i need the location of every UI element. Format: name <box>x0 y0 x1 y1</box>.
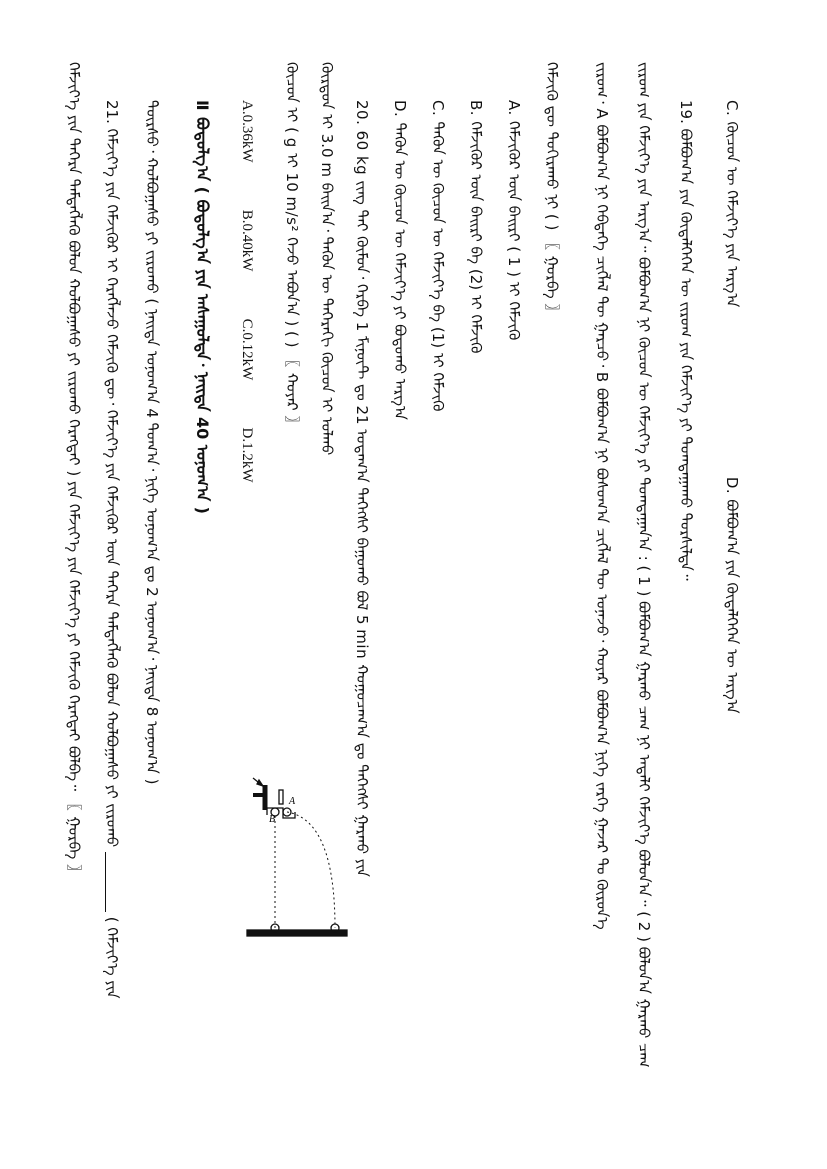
q19-line3-text: ᠵᠢᠷᠤᠭ᠂ A ᠪᠣᠮᠪᠣᠭ᠎ᠠ ᠨᠢ ᠬᠡᠪᠲᠡᠭᠡ ᠴᠢᠭᠯᠡᠯ ᠲᠦ ᠭᠠᠷᠴᠤ᠂ B ᠪᠣᠮᠪᠣᠭ᠎ᠠ ᠨᠢ ᠪᠣᠰᠤᠭ᠎ᠠ ᠴᠢᠭᠯᠡᠯ ᠲᠦ ᠤᠨᠠᠵᠤ᠂ ᠬᠣᠶᠠᠷ ᠪᠣᠮᠪᠣᠭ᠎ᠠ ᠨᠢᠭᠡ ᠵᠡᠷᠭᠡ ᠭᠠᠵᠠᠷ ᠲᠤ ᠬᠦᠷᠦᠨ᠎ᠡ <box>593 62 611 930</box>
q19-option-d[interactable]: D. ᠪᠣᠮᠪᠣᠭ᠎ᠠ ᠶᠢᠨ ᠬᠥᠳᠡᠯᠭᠡᠭᠡᠨ ᠦ ᠠᠷᠭ᠎ᠠ <box>723 476 741 714</box>
line-q20-1 <box>340 0 380 1169</box>
projectile-figure <box>245 760 355 960</box>
line-prev-c <box>416 0 456 1169</box>
q21-line1-tail: ( ᠬᠡᠮᠵᠢᠶ᠎ᠡ ᠶᠢᠨ <box>103 916 121 999</box>
prev-option-d[interactable]: D. ᠲᠡᠭᠦᠨ ᠦ ᠬᠦᠴᠦᠨ ᠦ ᠬᠡᠮᠵᠢᠶ᠎ᠡ ᠶᠢ ᠪᠣᠳᠣᠬᠤ ᠠᠷᠭ᠎ᠠ <box>391 100 409 420</box>
q20-option-c[interactable]: C.0.12kW <box>239 318 255 381</box>
line-q21-2 <box>130 0 170 1169</box>
line-prev-b <box>454 0 494 1169</box>
q19-line1-text: 19. ᠪᠣᠮᠪᠣᠭ᠎ᠠ ᠶᠢᠨ ᠬᠥᠳᠡᠯᠭᠡᠭᠡᠨ ᠦ ᠵᠢᠷᠤᠭ ᠶᠢᠨ ᠬᠡᠮᠵᠢᠶ᠎ᠡ ᠶᠢ ᠲᠣᠭᠲᠠᠭᠠᠬᠤ ᠲᠤᠷᠰᠢᠯᠲᠠ᠃ <box>677 100 695 581</box>
q21-tail-text: ᠬᠡᠮᠵᠢᠶ᠎ᠡ ᠶᠢᠨ ᠳᠡᠭᠡᠷᠡ ᠲᠡᠮᠳᠡᠭᠯᠡᠬᠦ ᠪᠣᠯᠣᠨ ᠬᠣᠯᠪᠣᠭᠠᠰᠤ ᠶᠢ ᠵᠢᠷᠤᠬᠤ ᠬᠡᠷᠡᠭᠲᠡᠢ ) ᠶᠢᠨ ᠬᠡᠮᠵᠢᠶ᠎ᠡ ᠶᠢᠨ ᠬᠡᠮᠵᠢᠶ᠎ᠡ ᠶᠢ ᠬᠡᠮᠵᠢᠬᠦ ᠬᠡᠷᠡᠭᠲᠡᠢ ᠪᠣᠯᠪᠠ᠃ 〖 ᠭᠣᠷᠪᠠ 〗 <box>65 62 83 880</box>
q19-option-c[interactable]: C. ᠬᠦᠴᠦᠨ ᠦ ᠬᠡᠮᠵᠢᠶ᠎ᠡ ᠶᠢᠨ ᠠᠷᠭ᠎ᠠ <box>723 100 741 308</box>
q20-option-a[interactable]: A.0.36kW <box>239 100 255 163</box>
line-q19-2 <box>622 0 662 1169</box>
line-q19-options <box>710 0 750 1169</box>
q21-line1-text: 21. ᠬᠡᠮᠵᠢᠶ᠎ᠡ ᠶᠢᠨ ᠬᠡᠮᠵᠢᠭᠦᠷ ᠢ ᠬᠡᠷᠡᠭᠯᠡᠵᠦ ᠬᠡᠮᠵᠢᠬᠦ ᠳᠦ᠂ ᠬᠡᠮᠵᠢᠶ᠎ᠡ ᠶᠢᠨ ᠬᠡᠮᠵᠢᠭᠦᠷ ᠦᠨ ᠳᠡᠭᠡᠷᠡ ᠲᠡᠮᠳᠡᠭᠯᠡᠬᠦ ᠪᠣᠯᠣᠨ ᠬᠣᠯᠪᠣᠭᠠᠰᠤ ᠶᠢ ᠵᠢᠷᠤᠬᠤ <box>103 100 121 848</box>
prev-option-c[interactable]: C. ᠲᠡᠭᠦᠨ ᠦ ᠬᠦᠴᠦᠨ ᠦ ᠬᠡᠮᠵᠢᠶ᠎ᠡ ᠪᠠ (1) ᠢ ᠬᠡᠮᠵᠢᠬᠦ <box>429 100 447 412</box>
prev-option-a[interactable]: A. ᠬᠡᠮᠵᠢᠭᠦᠷ ᠦᠨ ᠪᠠᠢᠷᠢ ( 1 ) ᠢ ᠬᠡᠮᠵᠢᠬᠦ <box>505 100 523 341</box>
arrow-head <box>257 780 263 786</box>
post <box>279 790 283 804</box>
section-heading <box>180 0 220 1169</box>
prev-option-b[interactable]: B. ᠬᠡᠮᠵᠢᠭᠦᠷ ᠦᠨ ᠪᠠᠢᠷᠢ ᠪᠠ (2) ᠢ ᠬᠡᠮᠵᠢᠬᠦ <box>467 100 485 354</box>
line-prev-d <box>378 0 418 1169</box>
q20-line1-text: 20. 60 kg ᠵᠢᠩ ᠲᠠᠢ ᠬᠦᠮᠦᠨ᠂ ᠬᠡᠷᠪᠡ 1 ᠮᠢᠨᠦ᠋ᠲ ᠳᠤ 21 ᠤᠳᠠᠭ᠎ᠠ ᠳᠡᠭᠡᠭᠰᠢ ᠪᠠᠭᠤᠬᠤ ᠪᠣᠯ 5 min ᠬᠤᠭᠤᠴᠠᠭ᠎ᠠ ᠳᠤ ᠳᠡᠭᠡᠭᠰᠢ ᠭᠠᠷᠬᠤ ᠶᠢᠨ <box>353 100 371 877</box>
line-q19-3 <box>580 0 620 1169</box>
answer-blank[interactable] <box>105 852 118 912</box>
q19-line2-text: ᠵᠢᠷᠤᠭ ᠶᠢᠨ ᠬᠡᠮᠵᠢᠶ᠎ᠡ ᠶᠢᠨ ᠠᠷᠭ᠎ᠠ᠃ ᠪᠣᠮᠪᠣᠭ᠎ᠠ ᠨᠢ ᠬᠦᠴᠦᠨ ᠦ ᠬᠡᠮᠵᠢᠶ᠎ᠡ ᠶᠢ ᠲᠣᠭᠲᠠᠭᠠᠨ᠎ᠠ : ( 1 ) ᠪᠣᠮᠪᠣᠭ᠎ᠠ ᠭᠠᠷᠬᠤ ᠴᠠᠭ ᠨᠢ ᠠᠳᠠᠯᠢ ᠬᠡᠮᠵᠢᠶ᠎ᠡ ᠪᠣᠯᠤᠨ᠎ᠠ᠃ ( 2 ) ᠪᠣᠯᠤᠨ᠎ᠠ ᠭᠠᠷᠬᠤ ᠴᠠᠭ <box>635 62 653 1068</box>
q21-line2-text: ᠳᠦᠷᠰᠦ᠂ ᠬᠣᠯᠪᠣᠭᠠᠰᠤ ᠶᠢ ᠵᠢᠷᠤᠬᠤ ( ᠨᠡᠢᠲᠡ ᠣᠨᠤᠭ᠎ᠠ 4 ᠲᠣᠭ᠎ᠠ᠂ ᠨᠢᠭᠡ ᠣᠨᠤᠭ᠎ᠠ ᠳᠤ 2 ᠣᠨᠤᠭ᠎ᠠ᠂ ᠨᠡᠢᠲᠡ 8 ᠣᠨᠤᠭ᠎ᠠ ) <box>143 100 161 785</box>
label-a: A <box>289 796 296 807</box>
line-q20-2 <box>305 0 345 1169</box>
line-q20-3 <box>270 0 310 1169</box>
q20-options-line <box>225 0 265 1169</box>
line-q19-1 <box>664 0 704 1169</box>
line-q21-1 <box>90 0 130 1169</box>
line-q21-tail <box>52 0 92 1169</box>
section-title: Ⅱ ᠪᠣᠳᠣᠯᠭ᠎ᠠ ( ᠪᠣᠳᠣᠯᠭ᠎ᠠ ᠶᠢᠨ ᠠᠰᠠᠭᠤᠯᠲᠠ᠂ ᠨᠡᠢᠲᠡ 40 ᠣᠨᠤᠭ᠎ᠠ ) <box>193 100 212 514</box>
line-prev-a <box>492 0 532 1169</box>
q20-option-d[interactable]: D.1.2kW <box>239 427 255 483</box>
parabolic-path <box>287 812 335 928</box>
q20-option-b[interactable]: B.0.40kW <box>239 209 255 272</box>
prev-stem-text: ᠬᠡᠮᠵᠢᠬᠦ ᠳᠦ ᠲᠣᠬᠢᠷᠠᠬᠤ ᠨᠢ ( ) 〖 ᠭᠣᠷᠪᠠ 〗 <box>543 62 561 319</box>
q20-line2-text: ᠬᠦᠷᠳᠦᠨ ᠢ 3.0 m ᠪᠠᠢᠨ᠎ᠠ᠂ ᠲᠡᠭᠦᠨ ᠦ ᠳᠡᠭᠡᠷᠡᠬᠢ ᠬᠦᠴᠦᠨ ᠢ ᠣᠯᠬᠤ <box>318 62 336 456</box>
q20-line3-text: ᠬᠦᠴᠦᠨ ᠢ ( g ᠢ 10 m/s² ᠭᠡᠵᠦ ᠠᠪᠤᠨ᠎ᠠ ) ( ) 〖 ᠬᠣᠶᠠᠷ 〗 <box>283 62 301 431</box>
line-prev-stem <box>530 0 570 1169</box>
label-b: B <box>269 814 276 825</box>
